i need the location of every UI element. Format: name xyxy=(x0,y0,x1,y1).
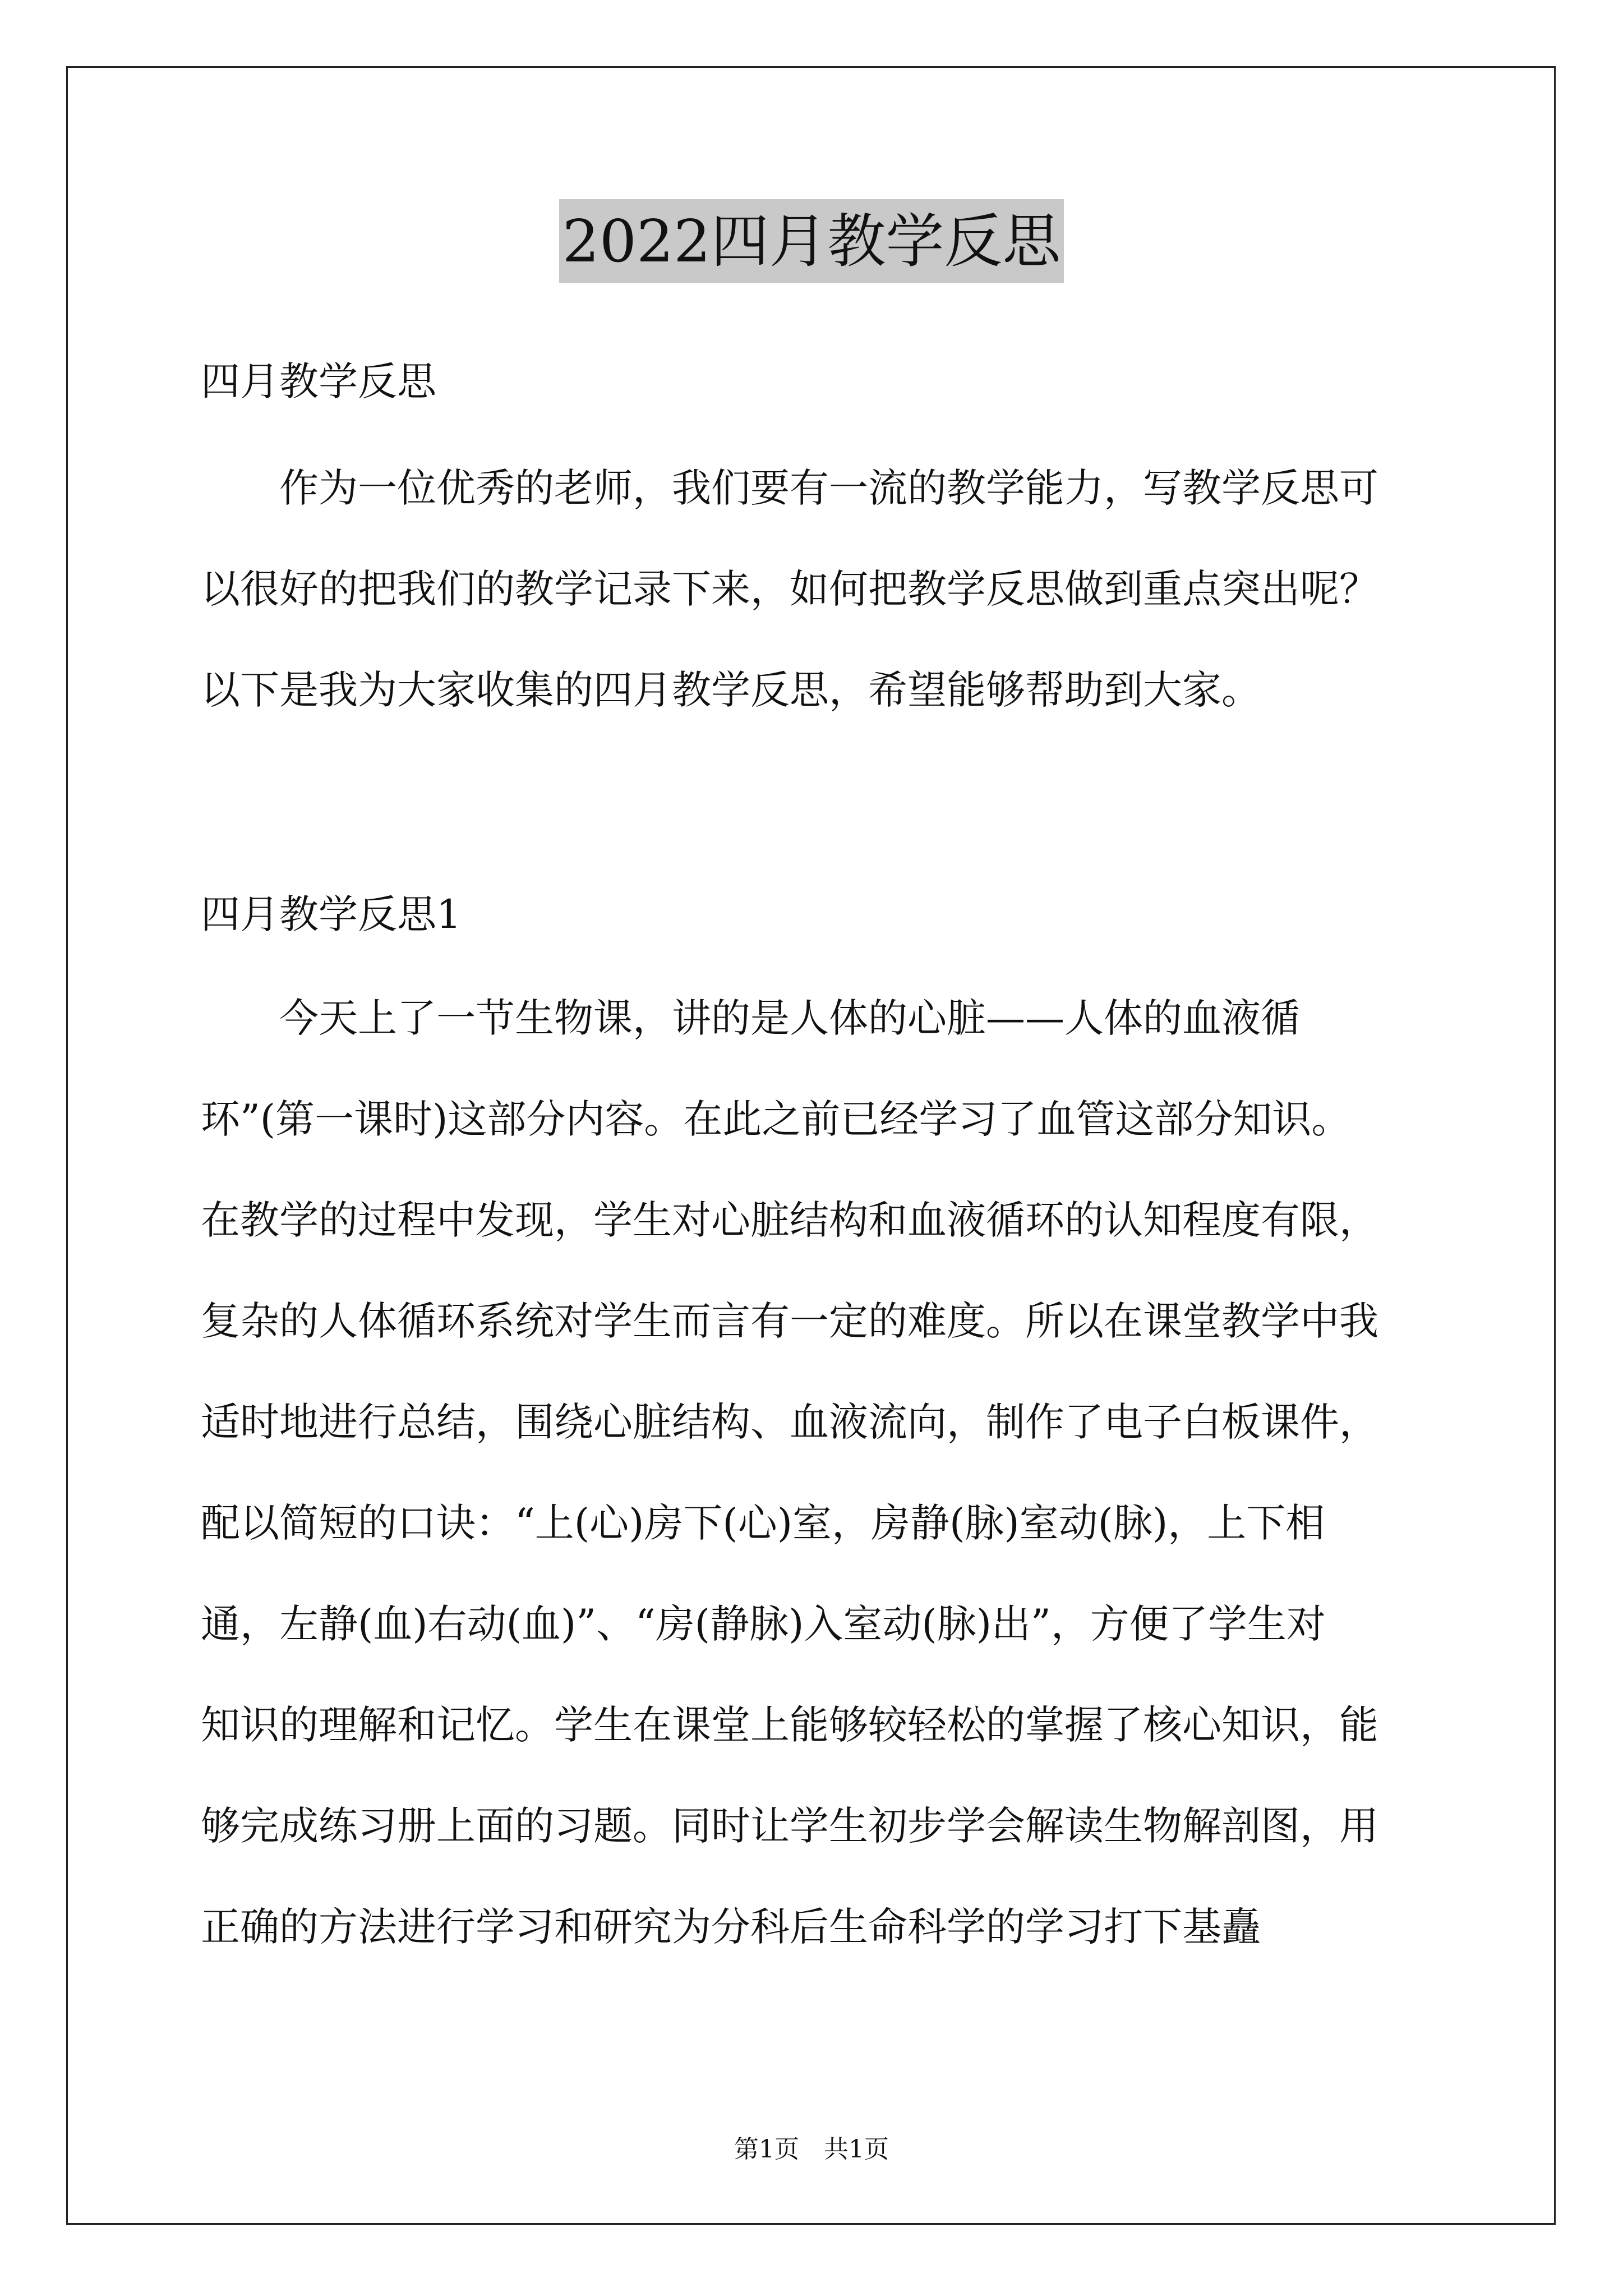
section1-heading: 四月教学反思1 xyxy=(201,891,462,937)
section1-line-1: 今天上了一节生物课，讲的是人体的心脏——人体的血液循 xyxy=(201,995,1300,1041)
section1-line-8: 知识的理解和记忆。学生在课堂上能够较轻松的掌握了核心知识，能 xyxy=(201,1702,1378,1748)
section1-line-7: 通，左静(血)右动(血)”、“房(静脉)入室动(脉)出”，方便了学生对 xyxy=(201,1601,1326,1647)
page-footer: 第1页 共1页 xyxy=(734,2135,889,2164)
subheading: 四月教学反思 xyxy=(201,358,436,404)
intro-line-3: 以下是我为大家收集的四月教学反思，希望能够帮助到大家。 xyxy=(201,667,1261,713)
section1-line-4: 复杂的人体循环系统对学生而言有一定的难度。所以在课堂教学中我 xyxy=(201,1298,1378,1344)
section1-line-5: 适时地进行总结，围绕心脏结构、血液流向，制作了电子白板课件， xyxy=(201,1399,1378,1445)
section1-line-3: 在教学的过程中发现，学生对心脏结构和血液循环的认知程度有限， xyxy=(201,1197,1378,1243)
intro-line-1: 作为一位优秀的老师，我们要有一流的教学能力，写教学反思可 xyxy=(201,465,1378,511)
document-title: 2022四月教学反思 xyxy=(559,199,1064,283)
section1-line-2: 环”(第一课时)这部分内容。在此之前已经学习了血管这部分知识。 xyxy=(201,1096,1351,1142)
section1-line-6: 配以简短的口诀：“上(心)房下(心)室，房静(脉)室动(脉)，上下相 xyxy=(201,1500,1325,1546)
section1-line-10: 正确的方法进行学习和研究为分科后生命科学的学习打下基矗 xyxy=(201,1904,1261,1950)
document-title-wrap xyxy=(0,199,1623,283)
intro-line-2: 以很好的把我们的教学记录下来，如何把教学反思做到重点突出呢？ xyxy=(201,566,1378,612)
section1-line-9: 够完成练习册上面的习题。同时让学生初步学会解读生物解剖图，用 xyxy=(201,1803,1378,1849)
